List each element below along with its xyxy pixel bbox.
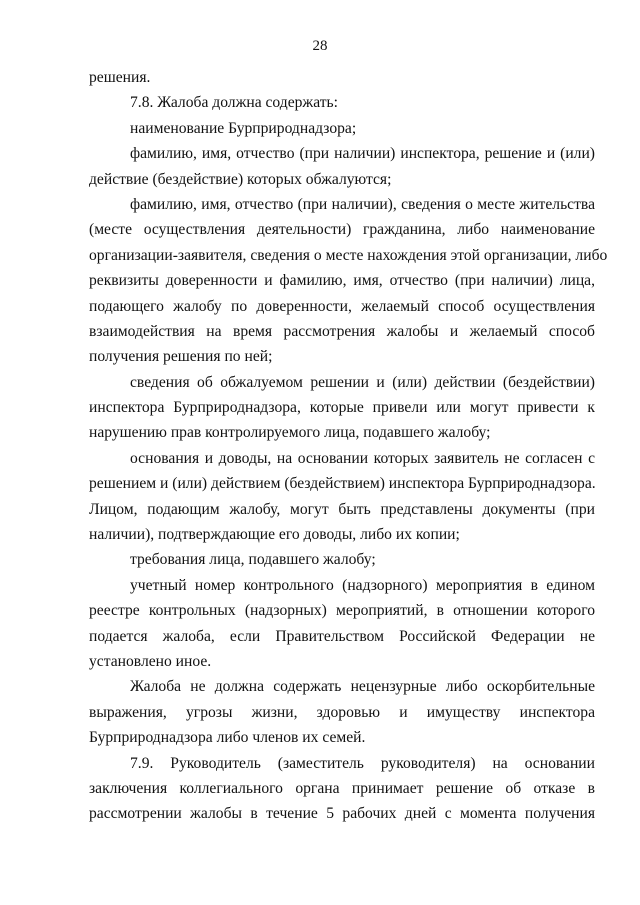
text-line: требования лица, подавшего жалобу; — [130, 551, 376, 569]
text-line: выражения, угрозы жизни, здоровью и имуществу инспектора — [89, 703, 595, 721]
text-line: реестре контрольных (надзорных) мероприятий, в отношении которого — [89, 602, 595, 620]
text-line: сведения об обжалуемом решении и (или) действии (бездействии) — [130, 373, 595, 391]
document-body — [89, 65, 608, 827]
text-line: решением и (или) действием (бездействием) инспектора Бурприроднадзора. — [89, 475, 596, 493]
text-line: подающего жалобу по доверенности, желаемый способ осуществления — [89, 297, 595, 315]
text-line: нарушению прав контролируемого лица, подавшего жалобу; — [89, 424, 491, 442]
section-heading-7-9: 7.9. Руководитель (заместитель руководителя) на основании — [130, 754, 595, 772]
text-line: установлено иное. — [89, 652, 212, 670]
text-line: организации-заявителя, сведения о месте нахождения этой организации, либо — [89, 246, 608, 264]
text-line: Жалоба не должна содержать нецензурные либо оскорбительные — [130, 678, 595, 696]
text-line: получения решения по ней; — [89, 348, 273, 366]
text-line: фамилию, имя, отчество (при наличии) инспектора, решение и (или) — [130, 145, 595, 163]
text-line: Лицом, подающим жалобу, могут быть представлены документы (при — [89, 500, 595, 518]
text-line: действие (бездействие) которых обжалуются; — [89, 170, 392, 188]
section-heading-7-8: 7.8. Жалоба должна содержать: — [130, 94, 338, 112]
text-line: реквизиты доверенности и фамилию, имя, отчество (при наличии) лица, — [89, 272, 595, 290]
text-line: рассмотрении жалобы в течение 5 рабочих дней с момента получения — [89, 805, 595, 823]
text-line: (месте осуществления деятельности) гражданина, либо наименование — [89, 221, 595, 239]
text-line: инспектора Бурприроднадзора, которые привели или могут привести к — [89, 399, 595, 417]
text-line: наименование Бурприроднадзора; — [130, 119, 357, 137]
text-line: фамилию, имя, отчество (при наличии), сведения о месте жительства — [130, 195, 595, 213]
text-line: Бурприроднадзора либо членов их семей. — [89, 729, 366, 747]
text-line: решения. — [89, 69, 151, 86]
text-line: учетный номер контрольного (надзорного) мероприятия в едином — [130, 576, 595, 594]
page-number: 28 — [312, 38, 328, 54]
text-line: подается жалоба, если Правительством Российской Федерации не — [89, 627, 595, 645]
text-line: заключения коллегиального органа принимает решение об отказе в — [89, 779, 595, 797]
text-line: взаимодействия на время рассмотрения жалобы и желаемый способ — [89, 322, 595, 340]
text-line: наличии), подтверждающие его доводы, либо их копии; — [89, 526, 460, 544]
text-line: основания и доводы, на основании которых заявитель не согласен с — [130, 449, 595, 467]
